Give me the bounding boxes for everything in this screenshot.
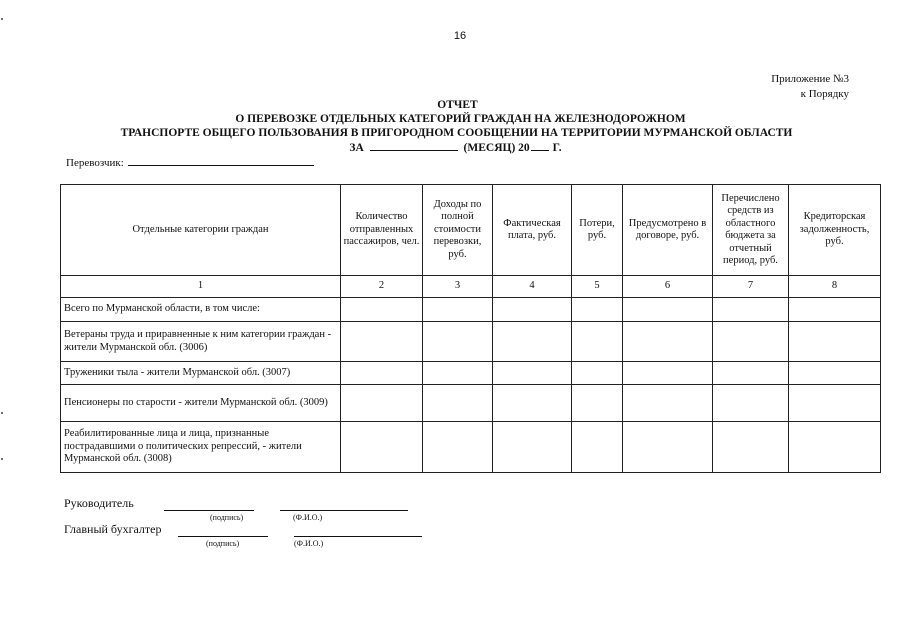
table-row: [61, 422, 881, 473]
column-number: 2: [341, 276, 423, 298]
empty-cell[interactable]: [623, 385, 713, 422]
title-period-prefix: ЗА: [349, 142, 364, 154]
accountant-signature-line[interactable]: [178, 535, 268, 537]
empty-cell[interactable]: [713, 362, 789, 385]
empty-cell[interactable]: [341, 298, 423, 322]
head-label: Руководитель: [64, 496, 134, 510]
empty-cell[interactable]: [789, 362, 881, 385]
head-name-caption: (Ф.И.О.): [293, 513, 323, 522]
appendix-line-2: к Порядку: [800, 88, 849, 100]
empty-cell[interactable]: [623, 298, 713, 322]
header-debt: Кредиторская задолженность, руб.: [789, 185, 881, 276]
table-row: [61, 362, 881, 385]
empty-cell[interactable]: [493, 362, 572, 385]
scan-speck: [1, 458, 3, 460]
empty-cell[interactable]: [341, 385, 423, 422]
row-category: Реабилитированные лица и лица, признанные пострадавшими о политических репрессий, - жители Мурманской обл. (3008): [61, 422, 341, 473]
head-signature-caption: (подпись): [210, 513, 244, 522]
table-row: [61, 385, 881, 422]
head-name-line[interactable]: [280, 509, 408, 511]
title-line-3: ТРАНСПОРТЕ ОБЩЕГО ПОЛЬЗОВАНИЯ В ПРИГОРОДНОМ СООБЩЕНИИ НА ТЕРРИТОРИИ МУРМАНСКОЙ ОБЛАСТИ: [120, 127, 793, 139]
table-row: [61, 322, 881, 362]
empty-cell[interactable]: [572, 362, 623, 385]
empty-cell[interactable]: [341, 362, 423, 385]
empty-cell[interactable]: [623, 422, 713, 473]
empty-cell[interactable]: [493, 298, 572, 322]
header-actual-fee: Фактическая плата, руб.: [493, 185, 572, 276]
row-category: Всего по Мурманской области, в том числе:: [61, 298, 341, 322]
title-line-4: [0, 140, 905, 155]
empty-cell[interactable]: [423, 298, 493, 322]
title-line-1: ОТЧЕТ: [437, 99, 478, 111]
column-number-row: [61, 276, 881, 298]
header-contract: Предусмотрено в договоре, руб.: [623, 185, 713, 276]
empty-cell[interactable]: [423, 362, 493, 385]
scan-speck: [1, 18, 3, 20]
empty-cell[interactable]: [623, 322, 713, 362]
header-transferred: Перечислено средств из областного бюджета за отчетный период, руб.: [713, 185, 789, 276]
header-full-income: Доходы по полной стоимости перевозки, руб.: [423, 185, 493, 276]
empty-cell[interactable]: [713, 298, 789, 322]
page-number: 16: [453, 30, 467, 42]
header-category: Отдельные категории граждан: [61, 185, 341, 276]
accountant-signature-caption: (подпись): [206, 539, 240, 548]
empty-cell[interactable]: [713, 322, 789, 362]
carrier-label: Перевозчик:: [66, 157, 124, 169]
column-number: 1: [61, 276, 341, 298]
empty-cell[interactable]: [423, 322, 493, 362]
column-number: 8: [789, 276, 881, 298]
head-signature-line[interactable]: [164, 509, 254, 511]
scan-speck: [1, 412, 3, 414]
empty-cell[interactable]: [341, 422, 423, 473]
accountant-name-caption: (Ф.И.О.): [294, 539, 324, 548]
empty-cell[interactable]: [572, 422, 623, 473]
column-number: 4: [493, 276, 572, 298]
empty-cell[interactable]: [789, 385, 881, 422]
column-number: 6: [623, 276, 713, 298]
header-passengers: Количество отправленных пассажиров, чел.: [341, 185, 423, 276]
appendix-line-1: Приложение №3: [771, 73, 849, 85]
header-row: [61, 185, 881, 276]
empty-cell[interactable]: [713, 385, 789, 422]
empty-cell[interactable]: [423, 422, 493, 473]
title-line-2: О ПЕРЕВОЗКЕ ОТДЕЛЬНЫХ КАТЕГОРИЙ ГРАЖДАН НА ЖЕЛЕЗНОДОРОЖНОМ: [235, 113, 686, 125]
carrier-field: [66, 154, 314, 169]
table-row: [61, 298, 881, 322]
empty-cell[interactable]: [572, 298, 623, 322]
empty-cell[interactable]: [493, 385, 572, 422]
empty-cell[interactable]: [572, 385, 623, 422]
title-period-suffix: Г.: [552, 142, 562, 154]
empty-cell[interactable]: [493, 322, 572, 362]
row-category: Пенсионеры по старости - жители Мурманской обл. (3009): [61, 385, 341, 422]
year-blank: [531, 140, 549, 151]
empty-cell[interactable]: [341, 322, 423, 362]
month-blank: [370, 140, 458, 151]
carrier-blank-line: [128, 154, 314, 166]
report-title: [0, 98, 905, 155]
empty-cell[interactable]: [789, 422, 881, 473]
report-table: [60, 184, 881, 473]
column-number: 3: [423, 276, 493, 298]
accountant-name-line[interactable]: [294, 535, 422, 537]
accountant-label: Главный бухгалтер: [64, 522, 162, 536]
title-period-month: (МЕСЯЦ) 20: [463, 142, 530, 154]
header-losses: Потери, руб.: [572, 185, 623, 276]
empty-cell[interactable]: [623, 362, 713, 385]
row-category: Труженики тыла - жители Мурманской обл. (3007): [61, 362, 341, 385]
empty-cell[interactable]: [572, 322, 623, 362]
empty-cell[interactable]: [789, 322, 881, 362]
column-number: 5: [572, 276, 623, 298]
column-number: 7: [713, 276, 789, 298]
empty-cell[interactable]: [423, 385, 493, 422]
empty-cell[interactable]: [493, 422, 572, 473]
empty-cell[interactable]: [789, 298, 881, 322]
row-category: Ветераны труда и приравненные к ним категории граждан - жители Мурманской обл. (3006): [61, 322, 341, 362]
empty-cell[interactable]: [713, 422, 789, 473]
